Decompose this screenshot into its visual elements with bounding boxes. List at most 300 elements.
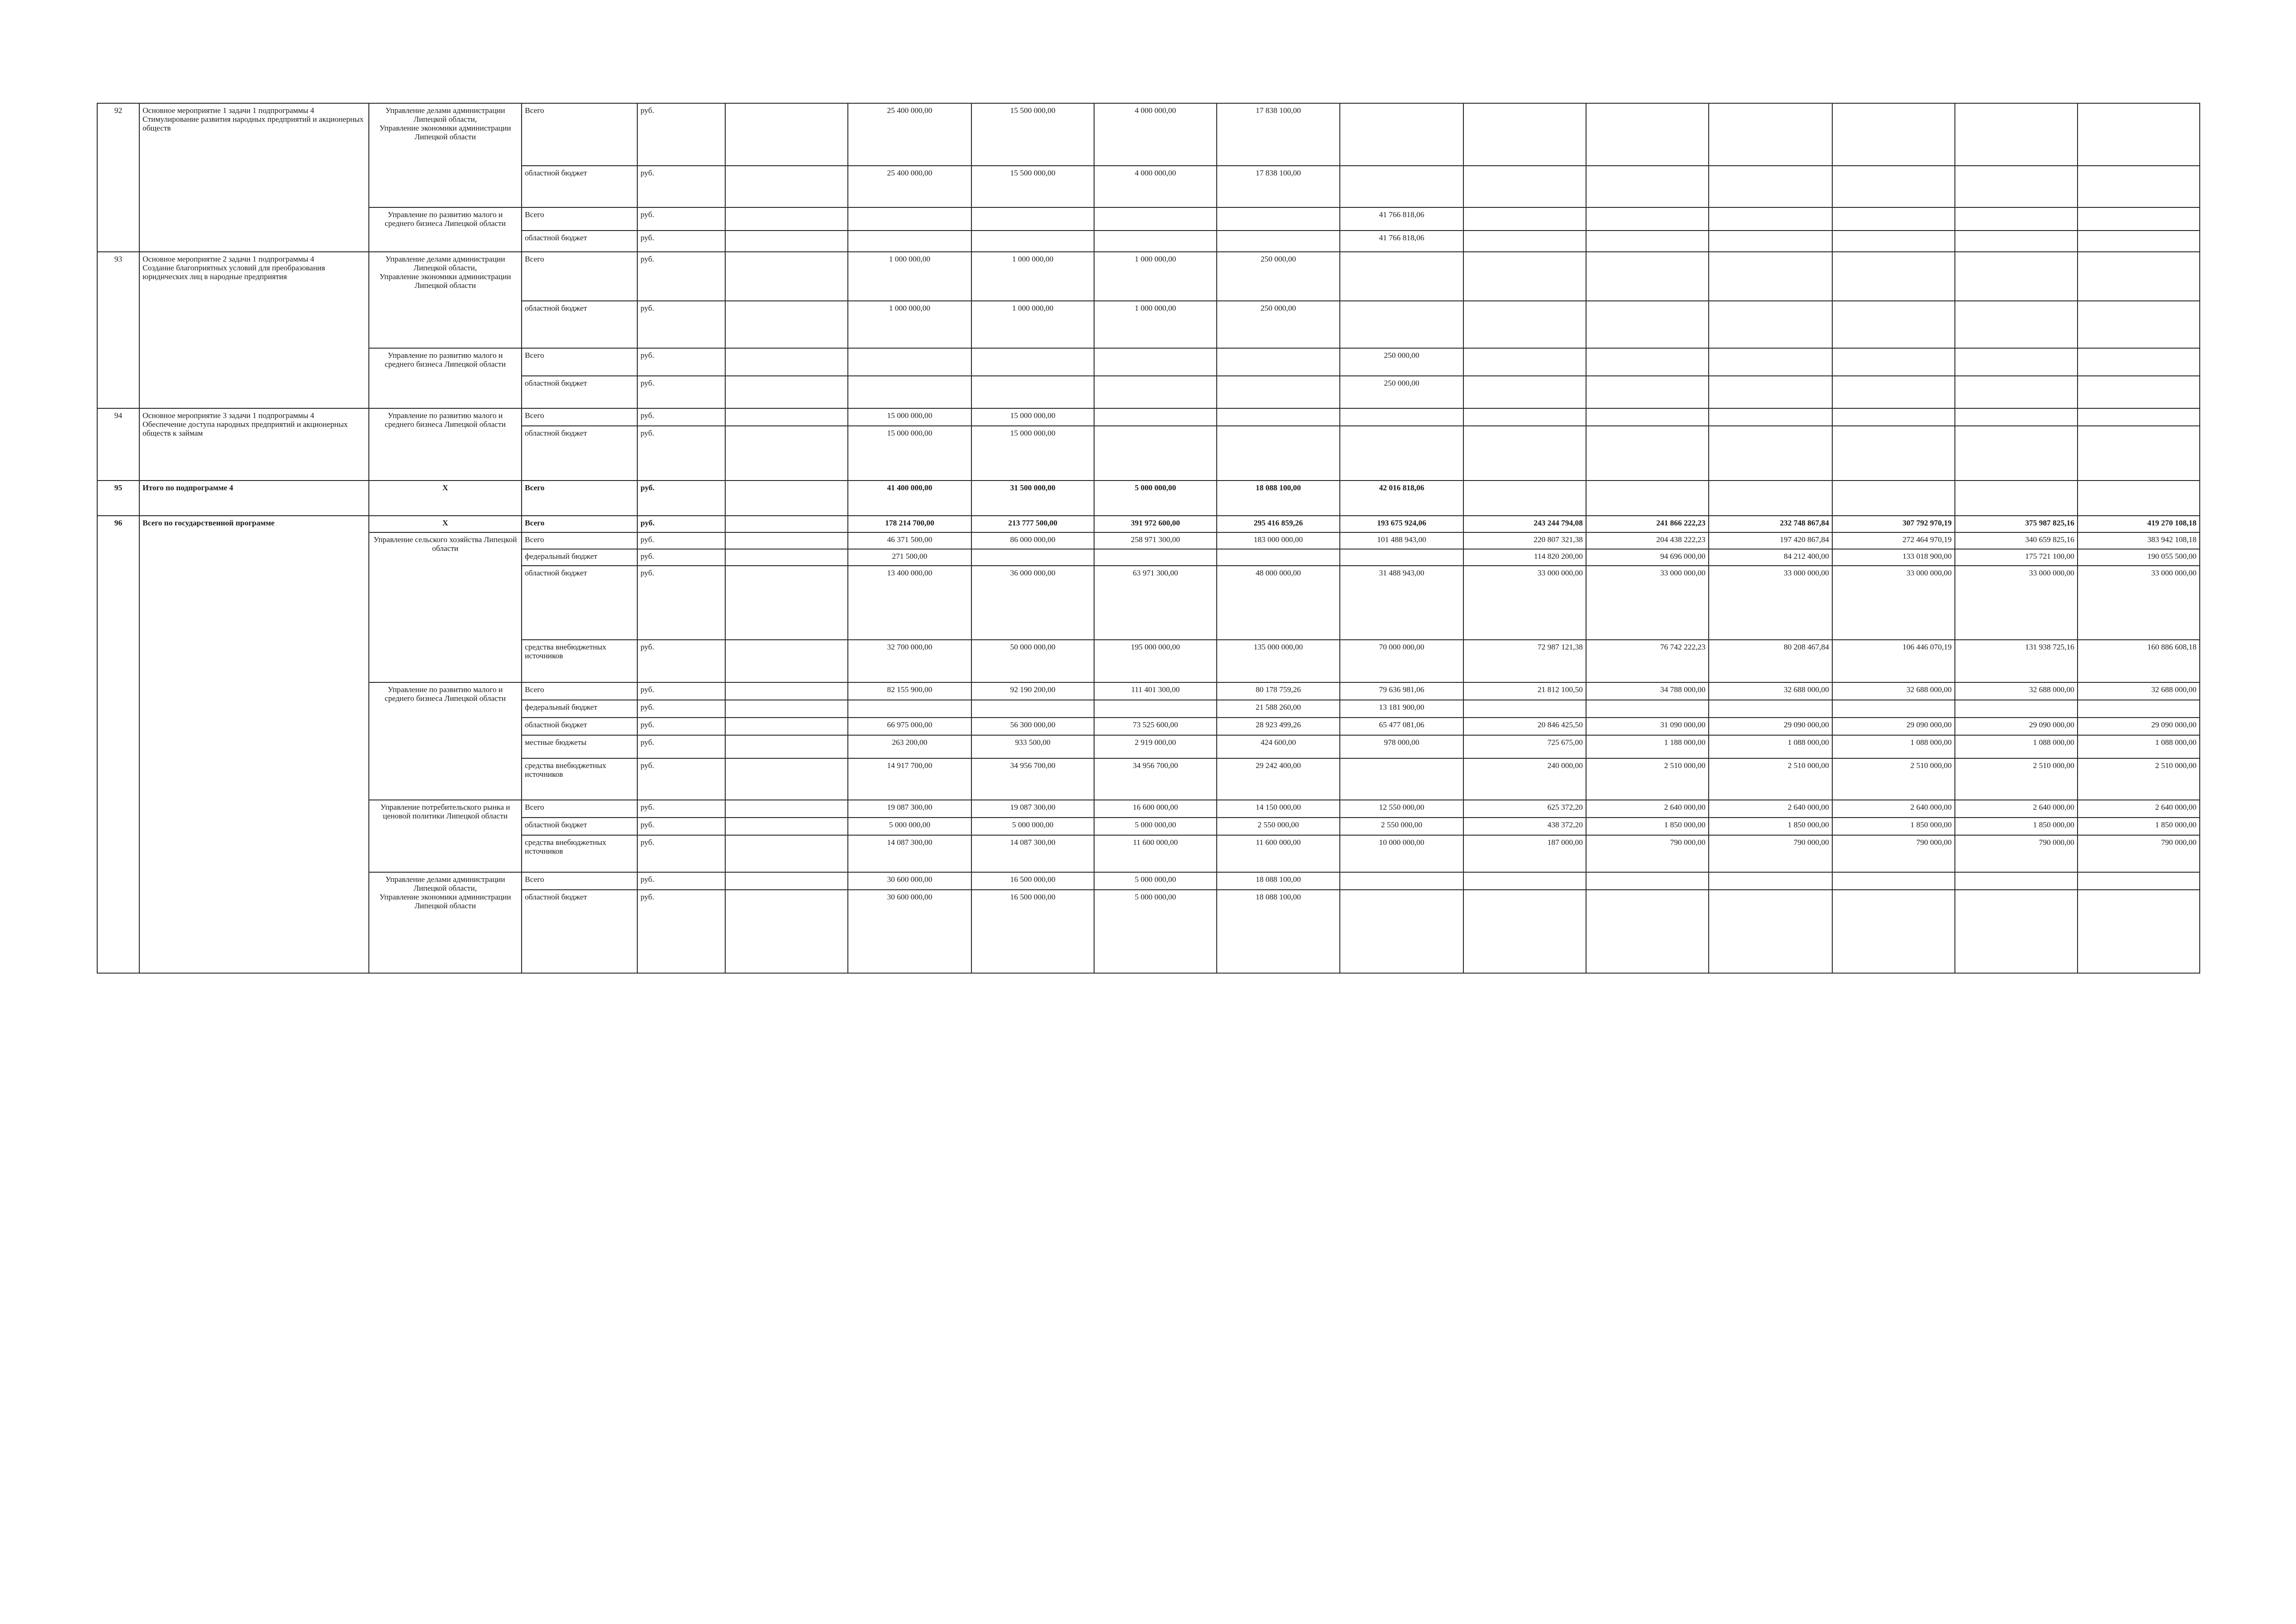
table-row [97,348,2200,376]
amount-cell [1955,103,2078,166]
amount-cell: 73 525 600,00 [1094,718,1217,735]
amount-cell: 2 640 000,00 [1586,800,1709,818]
unit-cell: руб. [637,516,725,532]
amount-cell [1955,872,2078,890]
amount-cell: 42 016 818,06 [1340,481,1463,516]
amount-cell: 1 850 000,00 [1586,818,1709,835]
amount-cell [1709,872,1832,890]
indicator-cell [725,408,848,426]
unit-cell: руб. [637,549,725,566]
table-body [97,103,2200,973]
indicator-cell [725,835,848,872]
amount-cell: 29 090 000,00 [1955,718,2078,735]
amount-cell: 33 000 000,00 [1586,566,1709,640]
indicator-cell [725,758,848,800]
amount-cell: 187 000,00 [1463,835,1586,872]
amount-cell: 66 975 000,00 [848,718,971,735]
amount-cell [1094,231,1217,252]
amount-cell [971,348,1094,376]
amount-cell: 1 850 000,00 [1832,818,1955,835]
amount-cell [971,700,1094,718]
amount-cell: 18 088 100,00 [1217,872,1340,890]
funding-source-cell: Всего [522,516,637,532]
amount-cell: 106 446 070,19 [1832,640,1955,682]
amount-cell [1955,700,2078,718]
amount-cell: 1 188 000,00 [1586,735,1709,758]
amount-cell: 250 000,00 [1217,252,1340,301]
amount-cell: 1 850 000,00 [1955,818,2078,835]
amount-cell: 1 000 000,00 [971,301,1094,348]
measure-name-cell: Основное мероприятие 2 задачи 1 подпрограммы 4 Создание благоприятных условий для преобразования юридических лиц в народные предприятия [139,252,369,408]
unit-cell: руб. [637,301,725,348]
responsible-executor-cell: X [369,481,522,516]
amount-cell: 72 987 121,38 [1463,640,1586,682]
amount-cell: 16 500 000,00 [971,890,1094,973]
amount-cell: 10 000 000,00 [1340,835,1463,872]
amount-cell: 1 088 000,00 [1955,735,2078,758]
amount-cell [1955,408,2078,426]
unit-cell: руб. [637,252,725,301]
indicator-cell [725,166,848,207]
responsible-executor-cell: Управление делами администрации Липецкой области, Управление экономики администрации Липецкой области [369,872,522,973]
amount-cell: 28 923 499,26 [1217,718,1340,735]
amount-cell [1463,207,1586,231]
amount-cell: 34 788 000,00 [1586,682,1709,700]
amount-cell: 175 721 100,00 [1955,549,2078,566]
indicator-cell [725,103,848,166]
indicator-cell [725,682,848,700]
amount-cell [1832,252,1955,301]
funding-source-cell: областной бюджет [522,818,637,835]
amount-cell [1094,207,1217,231]
amount-cell [1709,426,1832,481]
amount-cell: 33 000 000,00 [1955,566,2078,640]
amount-cell [1586,252,1709,301]
amount-cell: 13 181 900,00 [1340,700,1463,718]
amount-cell: 1 000 000,00 [848,252,971,301]
amount-cell [1832,481,1955,516]
amount-cell [1340,890,1463,973]
amount-cell [1463,348,1586,376]
amount-cell [1832,166,1955,207]
amount-cell: 135 000 000,00 [1217,640,1340,682]
amount-cell [2078,376,2200,408]
amount-cell: 2 550 000,00 [1340,818,1463,835]
amount-cell [2078,207,2200,231]
unit-cell: руб. [637,376,725,408]
amount-cell: 25 400 000,00 [848,103,971,166]
amount-cell [1217,376,1340,408]
amount-cell: 258 971 300,00 [1094,532,1217,549]
amount-cell [1832,872,1955,890]
amount-cell: 14 087 300,00 [971,835,1094,872]
amount-cell: 19 087 300,00 [848,800,971,818]
amount-cell: 56 300 000,00 [971,718,1094,735]
amount-cell [1586,426,1709,481]
amount-cell: 114 820 200,00 [1463,549,1586,566]
funding-source-cell: Всего [522,408,637,426]
indicator-cell [725,231,848,252]
amount-cell [1463,376,1586,408]
amount-cell [1094,408,1217,426]
amount-cell [1340,872,1463,890]
amount-cell: 131 938 725,16 [1955,640,2078,682]
indicator-cell [725,207,848,231]
amount-cell: 2 919 000,00 [1094,735,1217,758]
amount-cell [1463,481,1586,516]
amount-cell [2078,301,2200,348]
table-row [97,800,2200,818]
amount-cell [1463,103,1586,166]
amount-cell: 1 000 000,00 [1094,252,1217,301]
amount-cell [2078,700,2200,718]
amount-cell [1217,426,1340,481]
amount-cell [1340,426,1463,481]
amount-cell: 50 000 000,00 [971,640,1094,682]
amount-cell: 17 838 100,00 [1217,166,1340,207]
amount-cell [1463,426,1586,481]
unit-cell: руб. [637,408,725,426]
amount-cell: 160 886 608,18 [2078,640,2200,682]
amount-cell: 2 640 000,00 [1709,800,1832,818]
amount-cell [1586,376,1709,408]
amount-cell: 272 464 970,19 [1832,532,1955,549]
amount-cell: 33 000 000,00 [1463,566,1586,640]
table-row [97,682,2200,700]
amount-cell [2078,426,2200,481]
amount-cell: 41 766 818,06 [1340,207,1463,231]
unit-cell: руб. [637,166,725,207]
amount-cell: 32 688 000,00 [1955,682,2078,700]
amount-cell [848,376,971,408]
amount-cell [2078,348,2200,376]
unit-cell: руб. [637,103,725,166]
amount-cell: 1 000 000,00 [971,252,1094,301]
amount-cell: 80 208 467,84 [1709,640,1832,682]
indicator-cell [725,549,848,566]
amount-cell [1709,252,1832,301]
amount-cell: 2 640 000,00 [2078,800,2200,818]
unit-cell: руб. [637,718,725,735]
amount-cell: 34 956 700,00 [971,758,1094,800]
amount-cell [1586,700,1709,718]
amount-cell [1463,408,1586,426]
amount-cell [1709,700,1832,718]
amount-cell: 41 400 000,00 [848,481,971,516]
indicator-cell [725,426,848,481]
amount-cell: 29 090 000,00 [1832,718,1955,735]
amount-cell: 1 850 000,00 [2078,818,2200,835]
amount-cell: 14 150 000,00 [1217,800,1340,818]
amount-cell: 21 812 100,50 [1463,682,1586,700]
indicator-cell [725,735,848,758]
responsible-executor-cell: Управление по развитию малого и среднего бизнеса Липецкой области [369,408,522,481]
amount-cell: 340 659 825,16 [1955,532,2078,549]
amount-cell: 263 200,00 [848,735,971,758]
funding-source-cell: средства внебюджетных источников [522,640,637,682]
amount-cell: 213 777 500,00 [971,516,1094,532]
amount-cell: 1 088 000,00 [1709,735,1832,758]
amount-cell: 94 696 000,00 [1586,549,1709,566]
amount-cell: 13 400 000,00 [848,566,971,640]
amount-cell: 5 000 000,00 [848,818,971,835]
amount-cell [1709,231,1832,252]
amount-cell [1832,301,1955,348]
measure-name-cell: Основное мероприятие 1 задачи 1 подпрограммы 4 Стимулирование развития народных предприятий и акционерных обществ [139,103,369,252]
funding-source-cell: областной бюджет [522,718,637,735]
amount-cell: 1 000 000,00 [848,301,971,348]
amount-cell: 33 000 000,00 [1709,566,1832,640]
indicator-cell [725,640,848,682]
amount-cell [1832,231,1955,252]
amount-cell: 195 000 000,00 [1094,640,1217,682]
amount-cell: 1 850 000,00 [1709,818,1832,835]
amount-cell [1709,481,1832,516]
amount-cell: 197 420 867,84 [1709,532,1832,549]
amount-cell: 271 500,00 [848,549,971,566]
indicator-cell [725,700,848,718]
amount-cell: 31 500 000,00 [971,481,1094,516]
funding-source-cell: областной бюджет [522,301,637,348]
funding-source-cell: средства внебюджетных источников [522,835,637,872]
unit-cell: руб. [637,818,725,835]
amount-cell [1955,426,2078,481]
amount-cell: 204 438 222,23 [1586,532,1709,549]
amount-cell: 65 477 081,06 [1340,718,1463,735]
amount-cell: 220 807 321,38 [1463,532,1586,549]
amount-cell: 11 600 000,00 [1094,835,1217,872]
amount-cell: 790 000,00 [1832,835,1955,872]
amount-cell: 2 510 000,00 [1709,758,1832,800]
amount-cell: 33 000 000,00 [1832,566,1955,640]
amount-cell: 933 500,00 [971,735,1094,758]
funding-source-cell: областной бюджет [522,231,637,252]
indicator-cell [725,718,848,735]
amount-cell: 41 766 818,06 [1340,231,1463,252]
amount-cell: 2 510 000,00 [1586,758,1709,800]
amount-cell: 92 190 200,00 [971,682,1094,700]
amount-cell: 5 000 000,00 [1094,818,1217,835]
table-row [97,207,2200,231]
amount-cell [1586,301,1709,348]
amount-cell: 14 087 300,00 [848,835,971,872]
amount-cell [2078,252,2200,301]
amount-cell: 295 416 859,26 [1217,516,1340,532]
amount-cell: 2 550 000,00 [1217,818,1340,835]
unit-cell: руб. [637,348,725,376]
unit-cell: руб. [637,835,725,872]
amount-cell: 21 588 260,00 [1217,700,1340,718]
amount-cell [1832,348,1955,376]
amount-cell: 25 400 000,00 [848,166,971,207]
amount-cell [1832,207,1955,231]
indicator-cell [725,818,848,835]
amount-cell [1463,252,1586,301]
unit-cell: руб. [637,231,725,252]
amount-cell: 2 510 000,00 [1832,758,1955,800]
funding-source-cell: Всего [522,103,637,166]
amount-cell: 16 500 000,00 [971,872,1094,890]
amount-cell: 133 018 900,00 [1832,549,1955,566]
amount-cell: 101 488 943,00 [1340,532,1463,549]
row-number-cell: 96 [97,516,139,973]
row-number-cell: 94 [97,408,139,481]
table-row [97,532,2200,549]
amount-cell: 5 000 000,00 [1094,481,1217,516]
row-number-cell: 92 [97,103,139,252]
funding-source-cell: федеральный бюджет [522,700,637,718]
amount-cell [1094,426,1217,481]
amount-cell [2078,481,2200,516]
amount-cell: 438 372,20 [1463,818,1586,835]
amount-cell: 32 700 000,00 [848,640,971,682]
unit-cell: руб. [637,426,725,481]
table-row [97,481,2200,516]
amount-cell: 84 212 400,00 [1709,549,1832,566]
amount-cell [1217,408,1340,426]
budget-table [97,103,2200,974]
amount-cell [1463,301,1586,348]
amount-cell: 14 917 700,00 [848,758,971,800]
amount-cell: 111 401 300,00 [1094,682,1217,700]
amount-cell: 76 742 222,23 [1586,640,1709,682]
amount-cell: 5 000 000,00 [1094,872,1217,890]
responsible-executor-cell: Управление делами администрации Липецкой области, Управление экономики администрации Липецкой области [369,252,522,348]
responsible-executor-cell: Управление по развитию малого и среднего бизнеса Липецкой области [369,348,522,408]
amount-cell: 1 088 000,00 [1832,735,1955,758]
amount-cell [848,700,971,718]
amount-cell: 725 675,00 [1463,735,1586,758]
indicator-cell [725,890,848,973]
indicator-cell [725,348,848,376]
amount-cell [1955,252,2078,301]
unit-cell: руб. [637,800,725,818]
amount-cell: 4 000 000,00 [1094,103,1217,166]
amount-cell [2078,231,2200,252]
responsible-executor-cell: Управление делами администрации Липецкой области, Управление экономики администрации Липецкой области [369,103,522,207]
amount-cell: 250 000,00 [1340,348,1463,376]
funding-source-cell: областной бюджет [522,426,637,481]
amount-cell [1340,103,1463,166]
amount-cell [1586,890,1709,973]
amount-cell: 82 155 900,00 [848,682,971,700]
amount-cell [971,207,1094,231]
amount-cell [1955,166,2078,207]
amount-cell: 424 600,00 [1217,735,1340,758]
indicator-cell [725,872,848,890]
amount-cell [1709,408,1832,426]
amount-cell [1955,348,2078,376]
amount-cell [1586,103,1709,166]
amount-cell [2078,408,2200,426]
amount-cell [1463,700,1586,718]
amount-cell [1586,408,1709,426]
amount-cell: 307 792 970,19 [1832,516,1955,532]
amount-cell [1955,376,2078,408]
amount-cell: 16 600 000,00 [1094,800,1217,818]
amount-cell [1586,166,1709,207]
amount-cell: 32 688 000,00 [2078,682,2200,700]
unit-cell: руб. [637,532,725,549]
amount-cell: 2 510 000,00 [1955,758,2078,800]
amount-cell [2078,103,2200,166]
funding-source-cell: Всего [522,532,637,549]
indicator-cell [725,252,848,301]
amount-cell [971,549,1094,566]
indicator-cell [725,566,848,640]
amount-cell [1832,103,1955,166]
amount-cell [1217,207,1340,231]
amount-cell: 790 000,00 [1709,835,1832,872]
amount-cell: 70 000 000,00 [1340,640,1463,682]
measure-name-cell: Основное мероприятие 3 задачи 1 подпрограммы 4 Обеспечение доступа народных предприятий и акционерных обществ к займам [139,408,369,481]
unit-cell: руб. [637,566,725,640]
amount-cell: 15 000 000,00 [971,408,1094,426]
amount-cell [1586,231,1709,252]
measure-name-cell: Всего по государственной программе [139,516,369,973]
amount-cell: 33 000 000,00 [2078,566,2200,640]
unit-cell: руб. [637,207,725,231]
indicator-cell [725,516,848,532]
responsible-executor-cell: X [369,516,522,532]
amount-cell [1832,700,1955,718]
amount-cell: 20 846 425,50 [1463,718,1586,735]
amount-cell: 11 600 000,00 [1217,835,1340,872]
amount-cell: 46 371 500,00 [848,532,971,549]
amount-cell: 375 987 825,16 [1955,516,2078,532]
funding-source-cell: областной бюджет [522,376,637,408]
amount-cell [971,376,1094,408]
amount-cell: 250 000,00 [1217,301,1340,348]
amount-cell [848,207,971,231]
amount-cell [1463,231,1586,252]
amount-cell [1709,376,1832,408]
responsible-executor-cell: Управление потребительского рынка и ценовой политики Липецкой области [369,800,522,872]
amount-cell: 790 000,00 [1586,835,1709,872]
amount-cell: 29 242 400,00 [1217,758,1340,800]
amount-cell: 978 000,00 [1340,735,1463,758]
amount-cell [1955,481,2078,516]
amount-cell: 790 000,00 [2078,835,2200,872]
amount-cell: 18 088 100,00 [1217,890,1340,973]
amount-cell: 1 000 000,00 [1094,301,1217,348]
amount-cell: 19 087 300,00 [971,800,1094,818]
amount-cell: 243 244 794,08 [1463,516,1586,532]
amount-cell: 29 090 000,00 [2078,718,2200,735]
amount-cell: 31 090 000,00 [1586,718,1709,735]
funding-source-cell: Всего [522,682,637,700]
amount-cell [1709,348,1832,376]
amount-cell [1340,252,1463,301]
table-row [97,408,2200,426]
amount-cell [1340,301,1463,348]
amount-cell [1955,231,2078,252]
amount-cell: 2 640 000,00 [1955,800,2078,818]
amount-cell [1955,301,2078,348]
indicator-cell [725,301,848,348]
table-row [97,872,2200,890]
amount-cell [1832,408,1955,426]
amount-cell: 15 000 000,00 [848,408,971,426]
responsible-executor-cell: Управление по развитию малого и среднего бизнеса Липецкой области [369,207,522,252]
indicator-cell [725,532,848,549]
amount-cell: 1 088 000,00 [2078,735,2200,758]
funding-source-cell: Всего [522,207,637,231]
indicator-cell [725,481,848,516]
unit-cell: руб. [637,890,725,973]
amount-cell: 80 178 759,26 [1217,682,1340,700]
funding-source-cell: Всего [522,348,637,376]
